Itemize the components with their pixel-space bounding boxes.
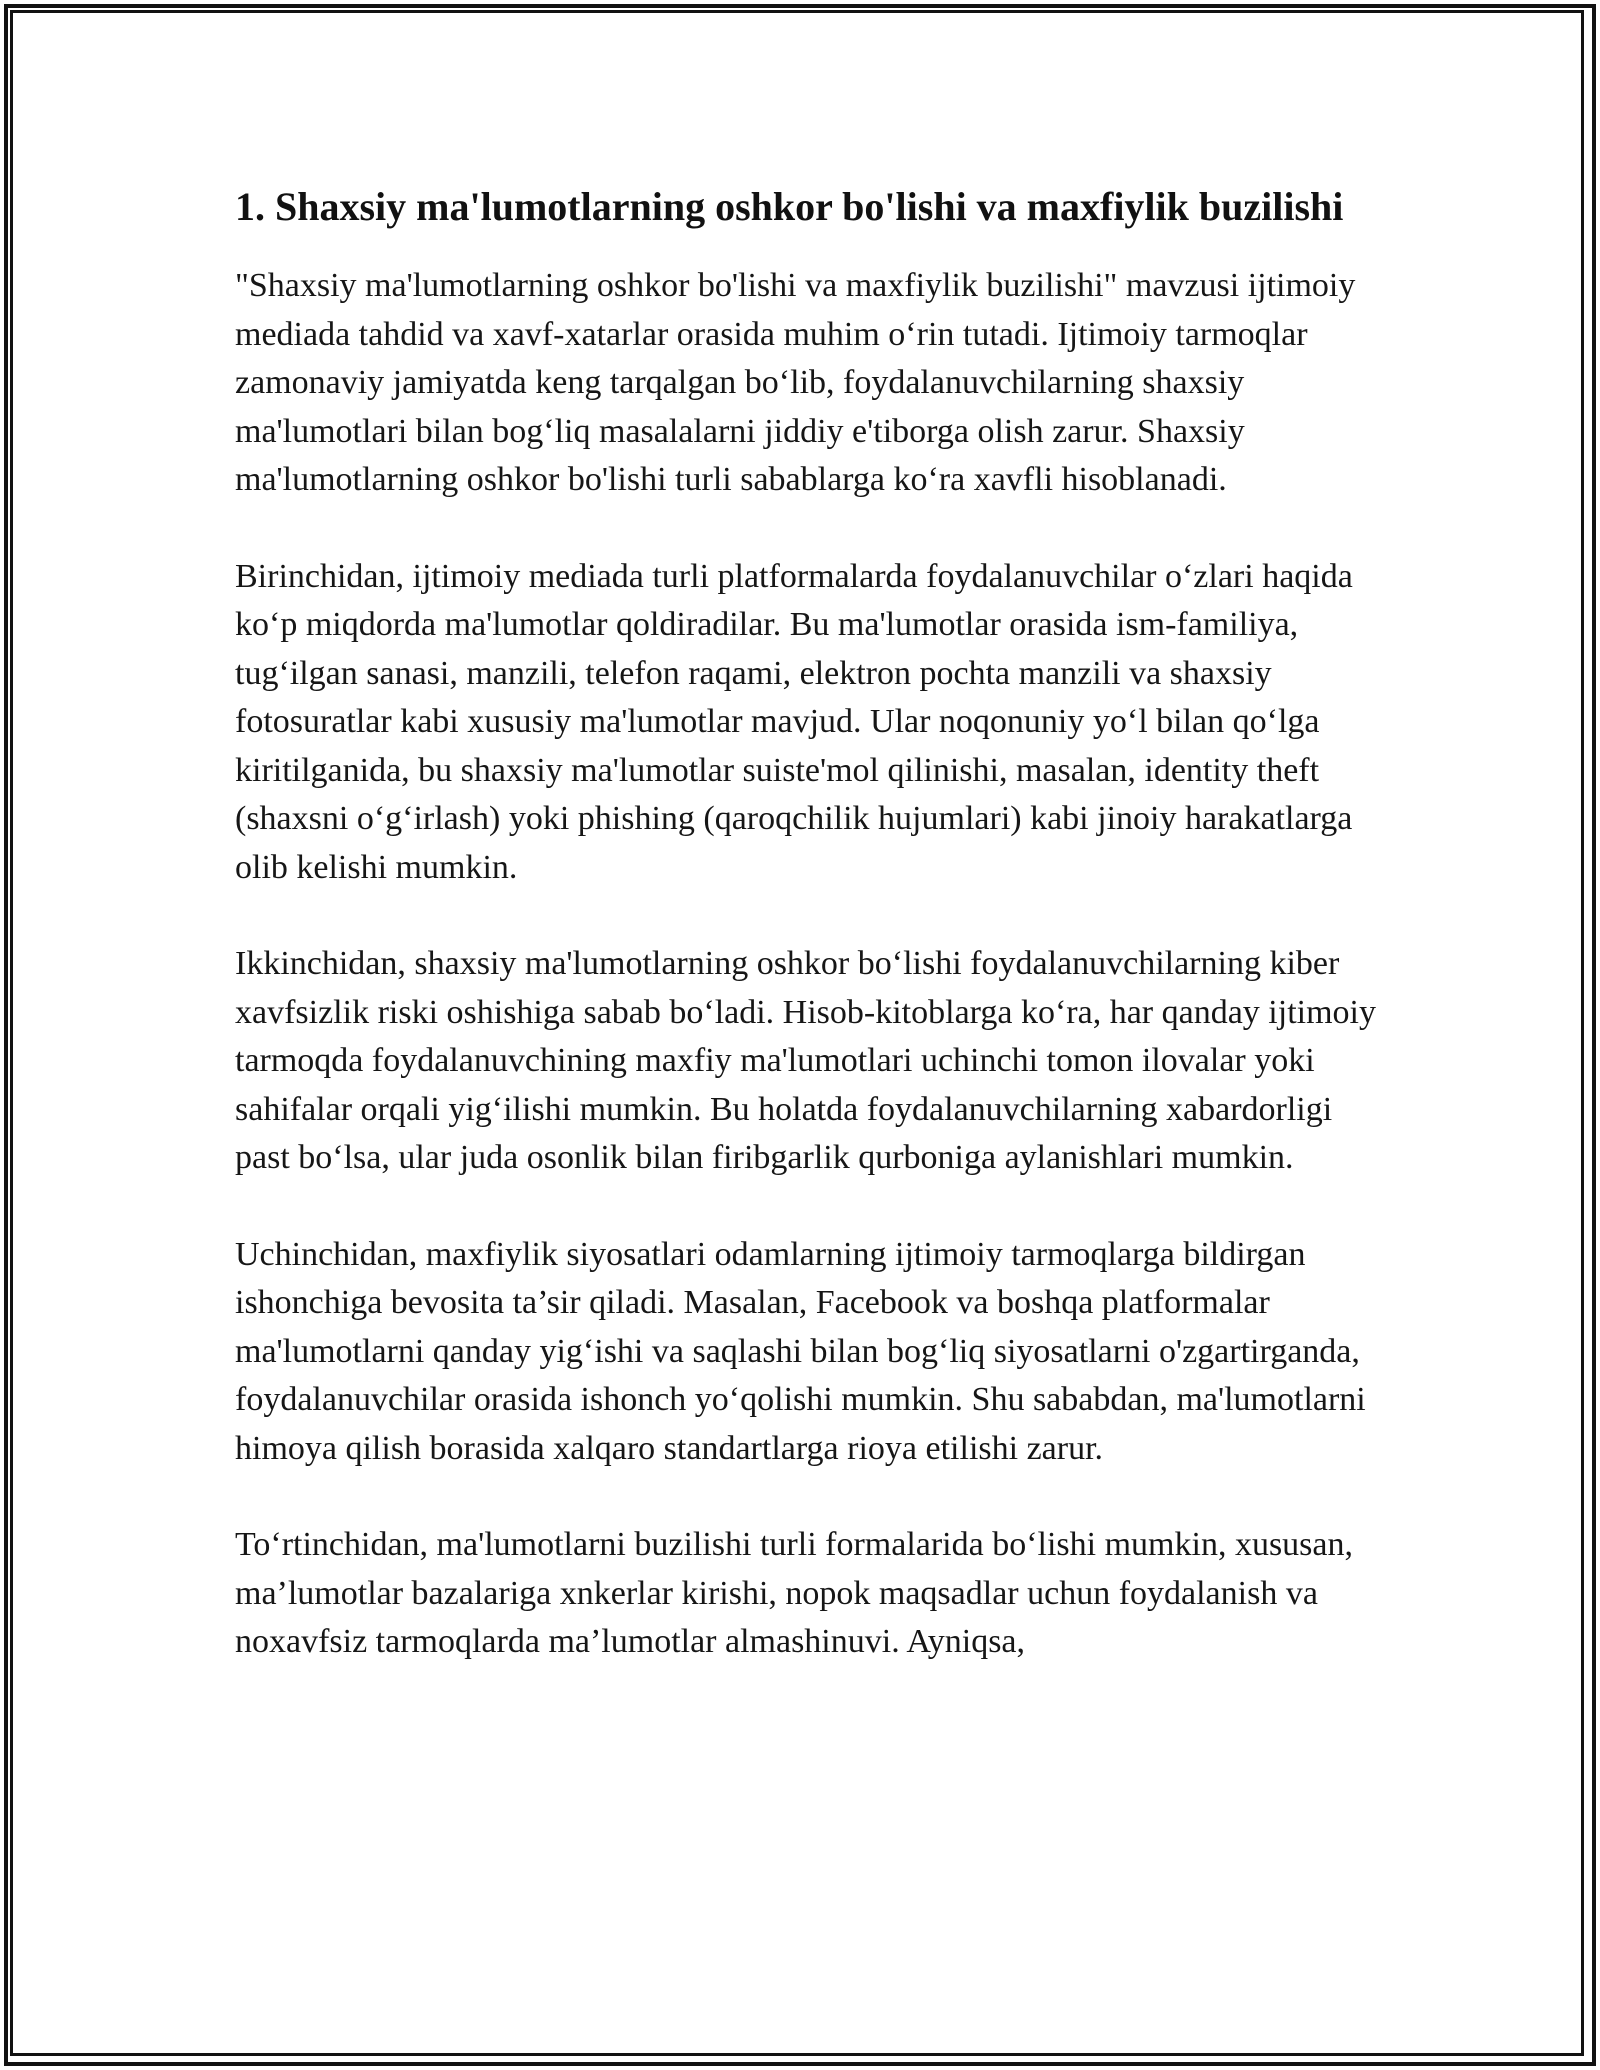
section-heading: 1. Shaxsiy ma'lumotlarning oshkor bo'lishi va maxfiylik buzilishi — [235, 184, 1344, 229]
paragraph-intro: "Shaxsiy ma'lumotlarning oshkor bo'lishi va maxfiylik buzilishi" mavzusi ijtimoiy mediada tahdid va xavf-xatarlar orasida muhim o‘rin tutadi. Ijtimoiy tarmoqlar zamonaviy jamiyatda keng tarqalgan bo‘lib, foydalanuvchilarning shaxsiy ma'lumotlari bilan bog‘liq masalalarni jiddiy e'tiborga olish zarur. Shaxsiy ma'lumotlarning oshkor bo'lishi turli sabablarga ko‘ra xavfli hisoblanadi. — [235, 267, 1356, 498]
document-body — [235, 180, 1385, 1715]
paragraph-second: Ikkinchidan, shaxsiy ma'lumotlarning oshkor bo‘lishi foydalanuvchilarning kiber xavfsizlik riski oshishiga sabab bo‘ladi. Hisob-kitoblarga ko‘ra, har qanday ijtimoiy tarmoqda foydalanuvchining maxfiy ma'lumotlari uchinchi tomon ilovalar yoki sahifalar orqali yig‘ilishi mumkin. Bu holatda foydalanuvchilarning xabardorligi past bo‘lsa, ular juda osonlik bilan firibgarlik qurboniga aylanishlari mumkin. — [235, 945, 1376, 1176]
paragraph-first: Birinchidan, ijtimoiy mediada turli platformalarda foydalanuvchilar o‘zlari haqida ko‘p miqdorda ma'lumotlar qoldiradilar. Bu ma'lumotlar orasida ism-familiya, tug‘ilgan sanasi, manzili, telefon raqami, elektron pochta manzili va shaxsiy fotosuratlar kabi xususiy ma'lumotlar mavjud. Ular noqonuniy yo‘l bilan qo‘lga kiritilganida, bu shaxsiy ma'lumotlar suiste'mol qilinishi, masalan, identity theft (shaxsni o‘g‘irlash) yoki phishing (qaroqchilik hujumlari) kabi jinoiy harakatlarga olib kelishi mumkin. — [235, 557, 1353, 886]
paragraph-third: Uchinchidan, maxfiylik siyosatlari odamlarning ijtimoiy tarmoqlarga bildirgan ishonchiga bevosita ta’sir qiladi. Masalan, Facebook va boshqa platformalar ma'lumotlarni qanday yig‘ishi va saqlashi bilan bog‘liq siyosatlarni o'zgartirganda, foydalanuvchilar orasida ishonch yo‘qolishi mumkin. Shu sababdan, ma'lumotlarni himoya qilish borasida xalqaro standartlarga rioya etilishi zarur. — [235, 1235, 1366, 1467]
paragraph-fourth: To‘rtinchidan, ma'lumotlarni buzilishi turli formalarida bo‘lishi mumkin, xususan, ma’lumotlar bazalariga xnkerlar kirishi, nopok maqsadlar uchun foydalanish va noxavfsiz tarmoqlarda ma’lumotlar almashinuvi. Ayniqsa, — [235, 1526, 1353, 1660]
